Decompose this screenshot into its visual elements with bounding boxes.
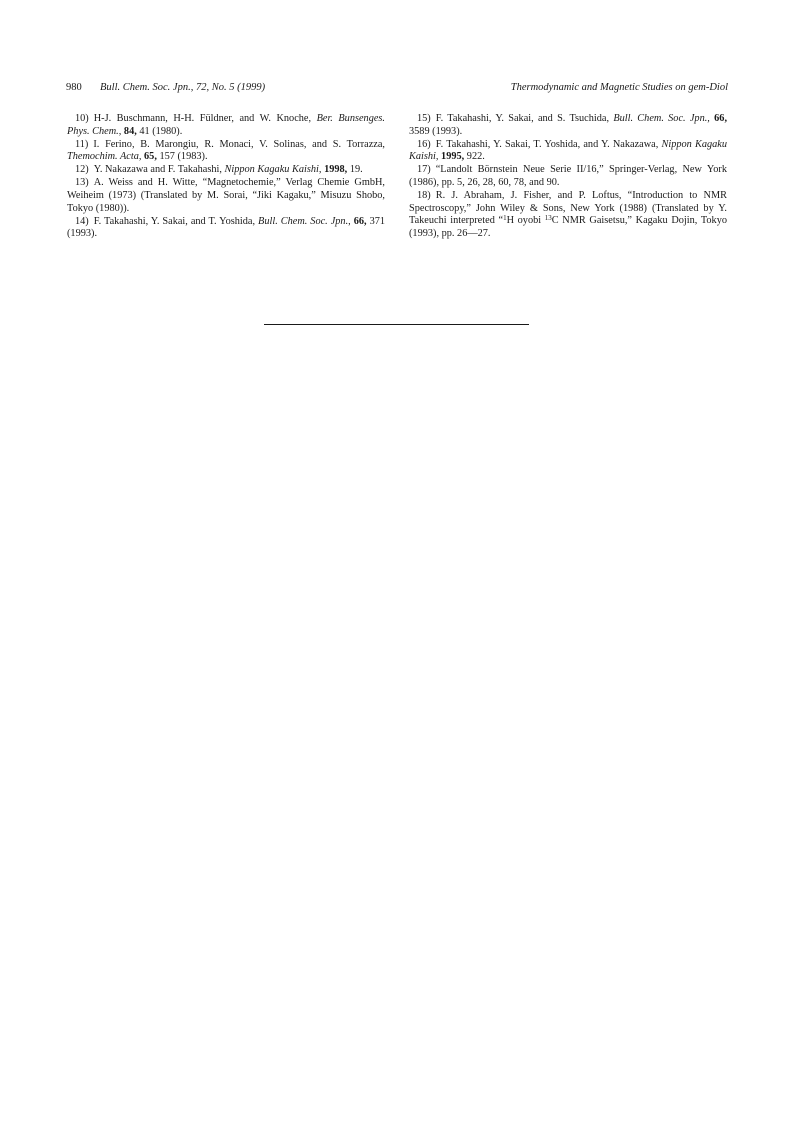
- reference-journal: Bull. Chem. Soc. Jpn.,: [258, 215, 351, 227]
- reference-authors: F. Takahashi, Y. Sakai, T. Yoshida, and Y. Nakazawa,: [435, 138, 659, 150]
- reference-text-tail: C NMR Gaisetsu,” Kagaku Dojin, Tokyo (1993), pp. 26—27.: [409, 215, 727, 239]
- reference-11: [67, 139, 385, 164]
- reference-text: “Landolt Börnstein Neue Serie II/16,” Springer-Verlag, New York (1986), pp. 5, 26, 28, 60, 78, and 90.: [409, 164, 727, 188]
- reference-volume: 66,: [353, 215, 367, 227]
- reference-pages-year: 3589 (1993).: [409, 125, 463, 137]
- reference-text-mid: H oyobi: [506, 215, 545, 227]
- reference-journal: Themochim. Acta,: [67, 151, 142, 163]
- reference-text: A. Weiss and H. Witte, “Magnetochemie,” Verlag Chemie GmbH, Weiheim (1973) (Translated by M. Sorai, “Jiki Kagaku,” Misuzu Shobo, Tokyo (1980)).: [67, 177, 385, 214]
- reference-journal: Nippon Kagaku Kaishi,: [224, 164, 322, 176]
- reference-volume: 84,: [123, 125, 137, 137]
- reference-pages-year: 41 (1980).: [139, 125, 183, 137]
- reference-authors: I. Ferino, B. Marongiu, R. Monaci, V. Solinas, and S. Torrazza,: [93, 138, 385, 150]
- running-header: [66, 80, 728, 96]
- reference-number: 18): [417, 190, 431, 202]
- reference-14: [67, 216, 385, 241]
- journal-citation: Bull. Chem. Soc. Jpn., 72, No. 5 (1999): [100, 82, 266, 93]
- reference-text: R. J. Abraham, J. Fisher, and P. Loftus, “Introduction to NMR Spectroscopy,” John Wiley & Sons, New York (1988) (Translated by Y. Takeuchi interpreted “: [409, 190, 727, 227]
- reference-authors: F. Takahashi, Y. Sakai, and S. Tsuchida,: [435, 113, 610, 124]
- reference-10: [67, 113, 385, 138]
- reference-16: [409, 139, 727, 164]
- reference-number: 15): [417, 113, 431, 124]
- reference-number: 13): [75, 177, 89, 189]
- reference-number: 14): [75, 215, 89, 227]
- reference-13: [67, 177, 385, 215]
- reference-number: 16): [417, 138, 431, 150]
- reference-number: 10): [75, 113, 89, 124]
- reference-journal: Ber. Bunsenges. Phys. Chem.,: [67, 113, 385, 137]
- superscript-mass-number: 1: [503, 214, 507, 223]
- reference-volume: 66,: [714, 113, 728, 124]
- reference-number: 12): [75, 164, 89, 176]
- reference-number: 11): [75, 138, 89, 150]
- reference-volume: 65,: [144, 151, 157, 163]
- reference-journal: Nippon Kagaku Kaishi,: [409, 138, 727, 163]
- reference-pages-year: 157 (1983).: [159, 151, 208, 163]
- article-title: Thermodynamic and Magnetic Studies on gem-Diol: [510, 82, 728, 93]
- reference-pages-year: 371 (1993).: [67, 215, 386, 240]
- superscript-mass-number: 13: [544, 214, 552, 223]
- reference-pages-year: 922.: [466, 151, 485, 163]
- reference-pages-year: 19.: [349, 164, 363, 176]
- reference-volume: 1995,: [441, 151, 465, 163]
- reference-12: [67, 164, 385, 177]
- reference-18: [409, 190, 727, 240]
- reference-number: 17): [417, 164, 431, 176]
- reference-authors: Y. Nakazawa and F. Takahashi,: [93, 164, 222, 176]
- reference-17: [409, 164, 727, 189]
- reference-authors: H-J. Buschmann, H-H. Füldner, and W. Knoche,: [93, 113, 312, 124]
- reference-journal: Bull. Chem. Soc. Jpn.,: [613, 113, 710, 124]
- end-of-article-rule: [264, 324, 529, 325]
- references-column-left: [67, 113, 385, 241]
- reference-authors: F. Takahashi, Y. Sakai, and T. Yoshida,: [93, 215, 256, 227]
- reference-15: [409, 113, 727, 138]
- reference-volume: 1998,: [324, 164, 348, 176]
- references-column-right: [409, 113, 727, 241]
- page-number: 980: [66, 82, 82, 93]
